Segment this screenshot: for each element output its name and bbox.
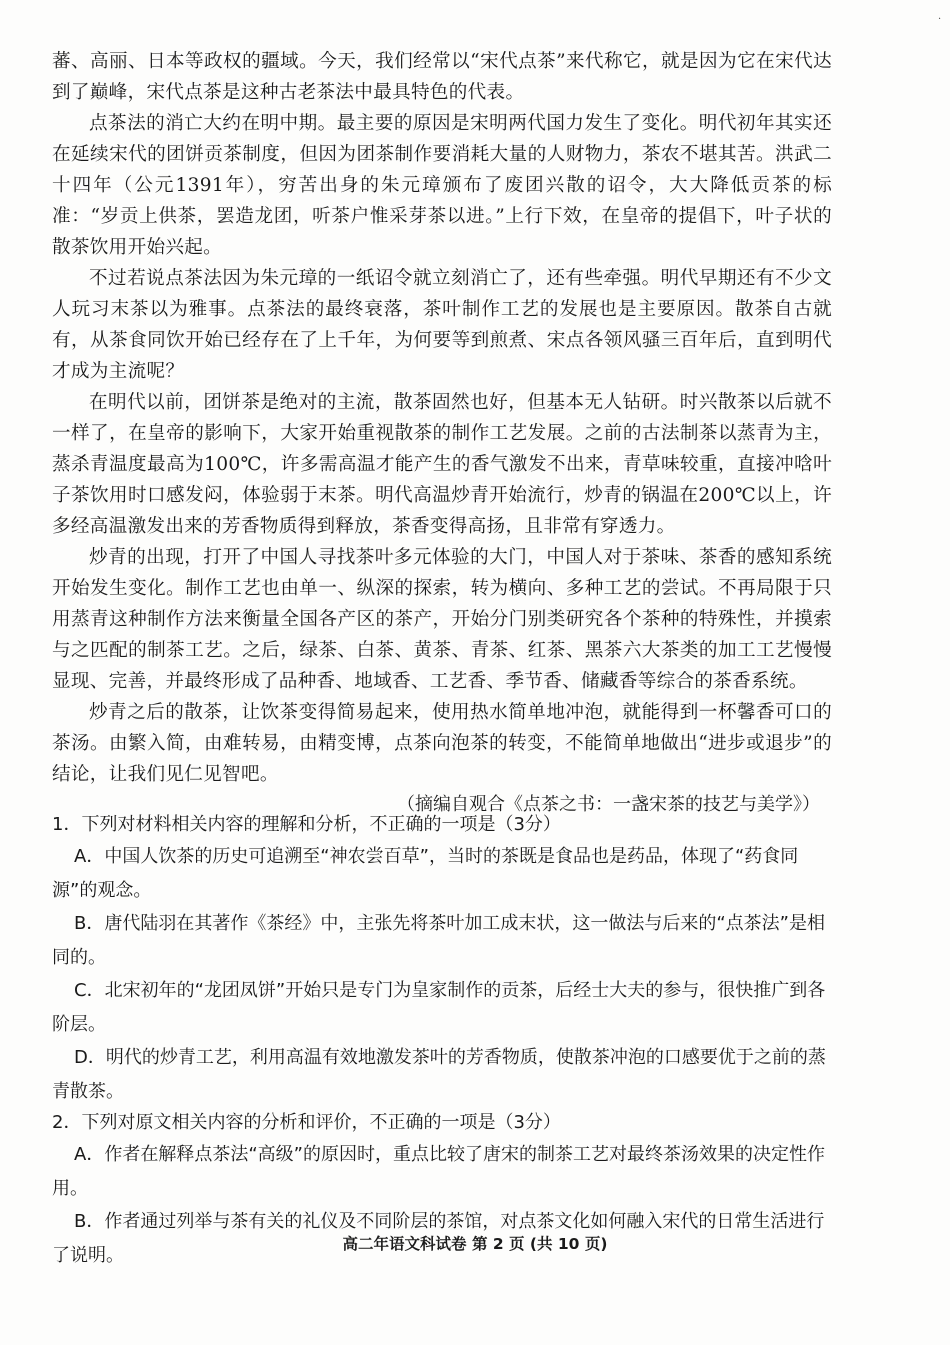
option-a: A．中国人饮茶的历史可追溯至“神农尝百草”，当时的茶既是食品也是药品，体现了“药食同源”的观念。 [52,846,799,901]
passage-paragraph-1: 蕃、高丽、日本等政权的疆域。今天，我们经常以“宋代点茶”来代称它，就是因为它在宋代达到了巅峰，宋代点茶是这种古老茶法中最具特色的代表。 [52,51,832,103]
option-b: B．作者通过列举与茶有关的礼仪及不同阶层的茶馆，对点茶文化如何融入宋代的日常生活进行了说明。 [52,1211,825,1266]
question-stem: 1．下列对材料相关内容的理解和分析，不正确的一项是（3分） [52,814,561,835]
option-c: C．北宋初年的“龙团凤饼”开始只是专门为皇家制作的贡茶，后经士大夫的参与，很快推广到各阶层。 [52,980,826,1035]
option-d: D．明代的炒青工艺，利用高温有效地激发茶叶的芳香物质，使散茶冲泡的口感要优于之前的蒸青散茶。 [52,1047,826,1102]
option-b: B．唐代陆羽在其著作《茶经》中，主张先将茶叶加工成末状，这一做法与后来的“点茶法”是相同的。 [52,913,825,968]
passage-paragraph-6: 炒青之后的散茶，让饮茶变得简易起来，使用热水简单地冲泡，就能得到一杯馨香可口的茶汤。由繁入简，由难转易，由精变博，点茶向泡茶的转变，不能简单地做出“进步或退步”的结论，让我们见仁见智吧。 [52,702,832,785]
question-1 [52,810,837,1108]
passage-paragraph-2: 点茶法的消亡大约在明中期。最主要的原因是宋明两代国力发生了变化。明代初年其实还在延续宋代的团饼贡茶制度，但因为团茶制作要消耗大量的人财物力，茶农不堪其苦。洪武二十四年（公元1391年），穷苦出身的朱元璋颁布了废团兴散的诏令，大大降低贡茶的标准：“岁贡上供茶，罢造龙团，听茶户惟采芽茶以进。”上行下效，在皇帝的提倡下，叶子状的散茶饮用开始兴起。 [52,113,832,258]
question-stem: 2．下列对原文相关内容的分析和评价，不正确的一项是（3分） [52,1112,561,1133]
passage-paragraph-3: 不过若说点茶法因为朱元璋的一纸诏令就立刻消亡了，还有些牵强。明代早期还有不少文人玩习末茶以为雅事。点茶法的最终衰落，茶叶制作工艺的发展也是主要原因。散茶自古就有，从茶食同饮开始已经存在了上千年，为何要等到煎煮、宋点各领风骚三百年后，直到明代才成为主流呢？ [52,268,832,382]
page-footer: 高二年语文科试卷 第 2 页 (共 10 页) [342,1235,608,1253]
questions-section [52,810,837,1272]
reading-passage [52,46,832,820]
passage-source: （摘编自观合《点茶之书：一盏宋茶的技艺与美学》） [397,794,820,815]
option-a: A．作者在解释点茶法“高级”的原因时，重点比较了唐宋的制茶工艺对最终茶汤效果的决定性作用。 [52,1144,825,1199]
corner-mark: · [938,14,942,25]
passage-paragraph-4: 在明代以前，团饼茶是绝对的主流，散茶固然也好，但基本无人钻研。时兴散茶以后就不一样了，在皇帝的影响下，大家开始重视散茶的制作工艺发展。之前的古法制茶以蒸青为主，蒸杀青温度最高为100℃，许多需高温才能产生的香气激发不出来，青草味较重，直接冲唅叶子茶饮用时口感发闷，体验弱于末茶。明代高温炒青开始流行，炒青的锅温在200℃以上，许多经高温激发出来的芳香物质得到释放，茶香变得高扬，且非常有穿透力。 [52,392,832,537]
passage-paragraph-5: 炒青的出现，打开了中国人寻找茶叶多元体验的大门，中国人对于茶味、茶香的感知系统开始发生变化。制作工艺也由单一、纵深的探索，转为横向、多种工艺的尝试。不再局限于只用蒸青这种制作方法来衡量全国各产区的茶产，开始分门别类研究各个茶种的特殊性，并摸索与之匹配的制茶工艺。之后，绿茶、白茶、黄茶、青茶、红茶、黑茶六大茶类的加工工艺慢慢显现、完善，并最终形成了品种香、地域香、工艺香、季节香、储藏香等综合的茶香系统。 [52,547,832,692]
